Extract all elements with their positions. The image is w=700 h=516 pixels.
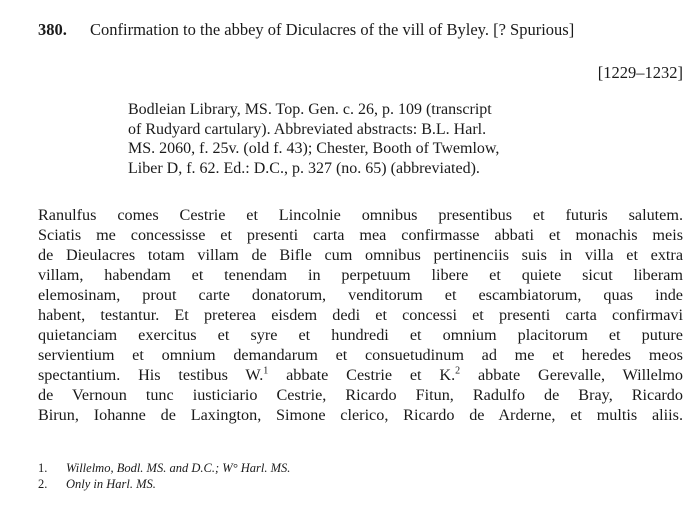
charter-line: de Dieulacres totam villam de Bifle cum omnibus pertinenciis suis in villa et extra: [38, 246, 683, 264]
charter-text: [38, 205, 683, 425]
footnote-ref: 1: [263, 365, 269, 377]
source-line: MS. 2060, f. 25v. (old f. 43); Chester, Booth of Twemlow,: [128, 140, 500, 158]
charter-line: servientium et omnium demandarum et consuetudinum ad me et heredes meos: [38, 346, 683, 364]
charter-line: habent, testantur. Et preterea eisdem dedi et concessi et presenti carta confirmavi: [38, 306, 683, 324]
footnotes: [38, 461, 638, 492]
source-line: Liber D, f. 62. Ed.: D.C., p. 327 (no. 65) (abbreviated).: [128, 159, 480, 177]
footnote-text: Only in Harl. MS.: [66, 476, 156, 491]
charter-line-witnesses: [38, 365, 683, 385]
witness-text: abbate Gerevalle, Willelmo: [477, 366, 684, 384]
charter-line: Ranulfus comes Cestrie et Lincolnie omnibus presentibus et futuris salutem.: [38, 206, 683, 224]
sources-block: [128, 100, 598, 178]
witness-text: spectantium. His testibus W.: [38, 366, 264, 384]
witness-text: abbate Cestrie et K.: [286, 366, 456, 384]
footnote-text: Willelmo, Bodl. MS. and D.C.; W° Harl. MS.: [66, 461, 291, 475]
source-line: Bodleian Library, MS. Top. Gen. c. 26, p. 109 (transcript: [128, 101, 492, 118]
charter-date: [1229–1232]: [597, 63, 683, 82]
footnote: [38, 477, 638, 493]
charter-line: quietanciam exercitus et syre et hundredi et omnium placitorum et puture: [38, 326, 683, 344]
charter-line: de Vernoun tunc iusticiario Cestrie, Ricardo Fitun, Radulfo de Bray, Ricardo: [38, 386, 683, 404]
charter-line: Birun, Iohanne de Laxington, Simone clerico, Ricardo de Arderne, et multis aliis.: [38, 406, 683, 424]
footnote-ref: 2: [455, 365, 461, 377]
footnote-number: 1.: [38, 461, 48, 475]
charter-number: 380.: [38, 20, 67, 39]
source-line: of Rudyard cartulary). Abbreviated abstracts: B.L. Harl.: [128, 120, 487, 138]
charter-line: Sciatis me concessisse et presenti carta mea confirmasse abbati et monachis meis: [38, 226, 683, 244]
charter-heading: [38, 20, 683, 40]
charter-line: villam, habendam et tenendam in perpetuum libere et quiete sicut liberam: [38, 266, 683, 284]
footnote-number: 2.: [38, 476, 48, 491]
charter-line: elemosinam, prout carte donatorum, venditorum et escambiatorum, quas inde: [38, 286, 683, 304]
charter-title: Confirmation to the abbey of Diculacres of the vill of Byley. [? Spurious]: [90, 20, 575, 39]
footnote: [38, 461, 638, 477]
